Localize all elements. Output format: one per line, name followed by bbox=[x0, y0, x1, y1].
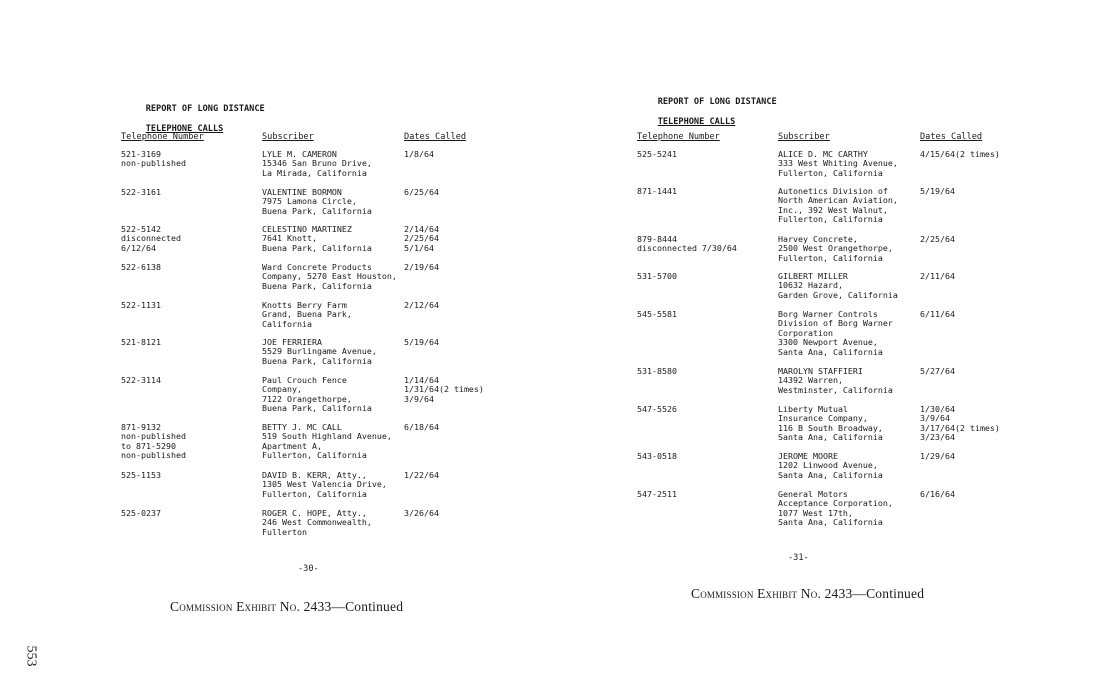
subscriber-line: Santa Ana, California bbox=[778, 432, 883, 443]
dates-called-line: 1/29/64 bbox=[920, 451, 955, 461]
dates-called-cell bbox=[920, 405, 1000, 443]
caption-suffix: 2433—Continued bbox=[821, 586, 925, 601]
subscriber-cell bbox=[262, 150, 372, 178]
telephone-number-cell bbox=[121, 188, 161, 197]
dates-called-line: 1/22/64 bbox=[404, 470, 439, 480]
dates-called-cell bbox=[920, 235, 955, 244]
subscriber-cell bbox=[778, 150, 898, 178]
subscriber-cell bbox=[262, 188, 372, 216]
subscriber-line: California bbox=[262, 318, 312, 329]
subscriber-cell bbox=[262, 509, 372, 537]
caption-prefix: Commission Exhibit No. bbox=[691, 586, 822, 601]
heading-line: REPORT OF LONG DISTANCE bbox=[657, 97, 777, 107]
subscriber-cell bbox=[778, 310, 893, 357]
heading-line: REPORT OF LONG DISTANCE bbox=[145, 104, 265, 114]
subscriber-line: MAROLYN STAFFIERI bbox=[778, 366, 863, 376]
dates-called-cell bbox=[920, 187, 955, 196]
subscriber-line: Grand, Buena Park, bbox=[262, 309, 352, 320]
dates-called-line: 1/31/64(2 times) bbox=[404, 384, 484, 395]
subscriber-cell bbox=[778, 367, 893, 395]
telephone-number-line: 547-2511 bbox=[637, 489, 677, 499]
dates-called-line: 6/25/64 bbox=[404, 187, 439, 197]
telephone-number-cell bbox=[637, 187, 677, 196]
column-header-telephone: Telephone Number bbox=[121, 132, 204, 142]
caption-prefix: Commission Exhibit No. bbox=[170, 599, 301, 614]
dates-called-line: 3/17/64(2 times) bbox=[920, 422, 1000, 433]
telephone-number-cell bbox=[121, 150, 186, 169]
subscriber-line: 15346 San Bruno Drive, bbox=[262, 158, 372, 169]
dates-called-line: 1/30/64 bbox=[920, 404, 955, 414]
telephone-number-line: 547-5526 bbox=[637, 404, 677, 414]
subscriber-line: JOE FERRIERA bbox=[262, 337, 322, 347]
subscriber-line: Fullerton, California bbox=[262, 450, 367, 461]
dates-called-cell bbox=[404, 301, 439, 310]
dates-called-line: 2/19/64 bbox=[404, 262, 439, 272]
subscriber-line: 7122 Orangethorpe, bbox=[262, 393, 352, 404]
subscriber-cell bbox=[262, 301, 352, 329]
telephone-number-line: 531-5700 bbox=[637, 271, 677, 281]
telephone-number-line: disconnected 7/30/64 bbox=[637, 243, 737, 254]
caption-suffix: 2433—Continued bbox=[300, 599, 404, 614]
column-header-subscriber: Subscriber bbox=[778, 132, 830, 142]
telephone-number-line: 525-5241 bbox=[637, 149, 677, 159]
telephone-number-line: 543-0518 bbox=[637, 451, 677, 461]
dates-called-line: 2/25/64 bbox=[404, 233, 439, 244]
subscriber-line: 1077 West 17th, bbox=[778, 507, 853, 518]
subscriber-cell bbox=[262, 225, 372, 253]
subscriber-line: LYLE M. CAMERON bbox=[262, 149, 337, 159]
dates-called-line: 2/11/64 bbox=[920, 271, 955, 281]
telephone-number-line: 522-3114 bbox=[121, 375, 161, 385]
telephone-number-line: disconnected bbox=[121, 233, 181, 244]
subscriber-line: Buena Park, California bbox=[262, 403, 372, 414]
heading-line: TELEPHONE CALLS bbox=[657, 117, 736, 127]
telephone-number-cell bbox=[121, 471, 161, 480]
dates-called-line: 5/19/64 bbox=[920, 186, 955, 196]
telephone-number-cell bbox=[637, 490, 677, 499]
subscriber-line: Inc., 392 West Walnut, bbox=[778, 204, 888, 215]
telephone-number-line: 531-8580 bbox=[637, 366, 677, 376]
dates-called-cell bbox=[404, 376, 484, 404]
telephone-number-line: non-published bbox=[121, 158, 186, 169]
dates-called-cell bbox=[920, 490, 955, 499]
telephone-number-cell bbox=[121, 376, 161, 385]
subscriber-line: Autonetics Division of bbox=[778, 186, 888, 196]
subscriber-line: North American Aviation, bbox=[778, 195, 898, 206]
telephone-number-line: to 871-5290 bbox=[121, 440, 176, 451]
subscriber-cell bbox=[262, 471, 387, 499]
subscriber-cell bbox=[262, 423, 392, 461]
telephone-number-line: 522-5142 bbox=[121, 224, 161, 234]
telephone-number-cell bbox=[121, 423, 186, 461]
subscriber-line: 7975 Lamona Circle, bbox=[262, 196, 357, 207]
telephone-number-cell bbox=[637, 367, 677, 376]
subscriber-line: Company, bbox=[262, 384, 302, 395]
telephone-number-line: 871-1441 bbox=[637, 186, 677, 196]
subscriber-line: 7641 Knott, bbox=[262, 233, 317, 244]
page-number: -31- bbox=[788, 553, 809, 563]
subscriber-line: Fullerton, California bbox=[778, 252, 883, 263]
subscriber-line: Paul Crouch Fence bbox=[262, 375, 347, 385]
right-page bbox=[547, 0, 1094, 691]
subscriber-line: 519 South Highland Avenue, bbox=[262, 431, 392, 442]
column-header-dates: Dates Called bbox=[920, 132, 983, 142]
telephone-number-cell bbox=[637, 272, 677, 281]
subscriber-line: Fullerton, California bbox=[262, 488, 367, 499]
subscriber-line: Buena Park, California bbox=[262, 205, 372, 216]
telephone-number-line: 6/12/64 bbox=[121, 242, 156, 253]
subscriber-cell bbox=[262, 338, 377, 366]
telephone-number-cell bbox=[637, 150, 677, 159]
telephone-number-line: non-published bbox=[121, 450, 186, 461]
subscriber-cell bbox=[778, 235, 893, 263]
telephone-number-line: 521-3169 bbox=[121, 149, 161, 159]
telephone-number-cell bbox=[121, 509, 161, 518]
telephone-number-cell bbox=[121, 338, 161, 347]
subscriber-line: 116 B South Broadway, bbox=[778, 422, 883, 433]
subscriber-line: Harvey Concrete, bbox=[778, 234, 858, 244]
subscriber-line: Garden Grove, California bbox=[778, 289, 898, 300]
dates-called-line: 6/16/64 bbox=[920, 489, 955, 499]
telephone-number-line: 521-8121 bbox=[121, 337, 161, 347]
telephone-number-line: 522-6138 bbox=[121, 262, 161, 272]
dates-called-cell bbox=[920, 367, 955, 376]
telephone-number-line: 525-1153 bbox=[121, 470, 161, 480]
telephone-number-line: 522-1131 bbox=[121, 300, 161, 310]
telephone-number-cell bbox=[121, 225, 181, 253]
column-header-dates: Dates Called bbox=[404, 132, 467, 142]
subscriber-line: VALENTINE BORMON bbox=[262, 187, 342, 197]
dates-called-line: 1/8/64 bbox=[404, 149, 434, 159]
dates-called-line: 6/11/64 bbox=[920, 309, 955, 319]
dates-called-cell bbox=[404, 150, 434, 159]
subscriber-cell bbox=[262, 263, 397, 291]
subscriber-line: Ward Concrete Products bbox=[262, 262, 372, 272]
subscriber-cell bbox=[778, 272, 898, 300]
margin-page-number: 553 bbox=[23, 645, 39, 667]
subscriber-cell bbox=[778, 405, 883, 443]
report-heading bbox=[637, 87, 777, 137]
dates-called-line: 3/26/64 bbox=[404, 508, 439, 518]
subscriber-line: Fullerton bbox=[262, 526, 307, 537]
dates-called-line: 4/15/64(2 times) bbox=[920, 149, 1000, 159]
subscriber-line: DAVID B. KERR, Atty., bbox=[262, 470, 367, 480]
telephone-number-line: 525-0237 bbox=[121, 508, 161, 518]
subscriber-cell bbox=[778, 490, 893, 528]
exhibit-caption bbox=[691, 586, 924, 602]
dates-called-line: 2/12/64 bbox=[404, 300, 439, 310]
subscriber-line: GILBERT MILLER bbox=[778, 271, 848, 281]
subscriber-cell bbox=[262, 376, 372, 414]
dates-called-line: 3/9/64 bbox=[404, 393, 434, 404]
subscriber-line: Fullerton, California bbox=[778, 167, 883, 178]
dates-called-line: 3/23/64 bbox=[920, 432, 955, 443]
telephone-number-cell bbox=[637, 405, 677, 414]
subscriber-line: Acceptance Corporation, bbox=[778, 498, 893, 509]
subscriber-line: ROGER C. HOPE, Atty., bbox=[262, 508, 367, 518]
column-header-telephone: Telephone Number bbox=[637, 132, 720, 142]
dates-called-line: 5/27/64 bbox=[920, 366, 955, 376]
subscriber-line: Buena Park, California bbox=[262, 242, 372, 253]
subscriber-line: Division of Borg Warner bbox=[778, 318, 893, 329]
dates-called-cell bbox=[920, 150, 1000, 159]
subscriber-cell bbox=[778, 187, 898, 225]
subscriber-line: 1305 West Valencia Drive, bbox=[262, 479, 387, 490]
telephone-number-cell bbox=[637, 310, 677, 319]
dates-called-cell bbox=[920, 452, 955, 461]
telephone-number-line: 522-3161 bbox=[121, 187, 161, 197]
dates-called-line: 2/14/64 bbox=[404, 224, 439, 234]
subscriber-line: Fullerton, California bbox=[778, 214, 883, 225]
page-number: -30- bbox=[298, 564, 319, 574]
dates-called-line: 2/25/64 bbox=[920, 234, 955, 244]
subscriber-line: 3300 Newport Avenue, bbox=[778, 337, 878, 348]
dates-called-cell bbox=[404, 263, 439, 272]
subscriber-line: 5529 Burlingame Avenue, bbox=[262, 346, 377, 357]
subscriber-line: 2500 West Orangethorpe, bbox=[778, 243, 893, 254]
subscriber-line: Buena Park, California bbox=[262, 355, 372, 366]
dates-called-cell bbox=[404, 188, 439, 197]
telephone-number-cell bbox=[637, 235, 737, 254]
subscriber-line: Buena Park, California bbox=[262, 280, 372, 291]
dates-called-line: 3/9/64 bbox=[920, 413, 950, 424]
dates-called-cell bbox=[404, 509, 439, 518]
subscriber-line: 14392 Warren, bbox=[778, 375, 843, 386]
subscriber-line: 333 West Whiting Avenue, bbox=[778, 158, 898, 169]
subscriber-line: Borg Warner Controls bbox=[778, 309, 878, 319]
subscriber-line: Santa Ana, California bbox=[778, 517, 883, 528]
subscriber-line: Knotts Berry Farm bbox=[262, 300, 347, 310]
subscriber-line: Liberty Mutual bbox=[778, 404, 848, 414]
telephone-number-cell bbox=[121, 301, 161, 310]
subscriber-line: ALICE D. MC CARTHY bbox=[778, 149, 868, 159]
subscriber-line: Apartment A, bbox=[262, 440, 322, 451]
subscriber-line: Santa Ana, California bbox=[778, 346, 883, 357]
telephone-number-line: 879-8444 bbox=[637, 234, 677, 244]
subscriber-line: Westminster, California bbox=[778, 384, 893, 395]
telephone-number-cell bbox=[637, 452, 677, 461]
dates-called-cell bbox=[920, 310, 955, 319]
subscriber-line: CELESTINO MARTINEZ bbox=[262, 224, 352, 234]
exhibit-caption bbox=[170, 599, 403, 615]
telephone-number-cell bbox=[121, 263, 161, 272]
telephone-number-line: non-published bbox=[121, 431, 186, 442]
subscriber-line: 246 West Commonwealth, bbox=[262, 517, 372, 528]
subscriber-line: 10632 Hazard, bbox=[778, 280, 843, 291]
dates-called-cell bbox=[920, 272, 955, 281]
column-header-subscriber: Subscriber bbox=[262, 132, 314, 142]
dates-called-cell bbox=[404, 471, 439, 480]
telephone-number-line: 545-5581 bbox=[637, 309, 677, 319]
dates-called-line: 5/1/64 bbox=[404, 242, 434, 253]
subscriber-line: Santa Ana, California bbox=[778, 469, 883, 480]
subscriber-line: Company, 5270 East Houston, bbox=[262, 271, 397, 282]
dates-called-line: 5/19/64 bbox=[404, 337, 439, 347]
dates-called-cell bbox=[404, 423, 439, 432]
subscriber-line: La Mirada, California bbox=[262, 167, 367, 178]
subscriber-line: Insurance Company, bbox=[778, 413, 868, 424]
telephone-number-line: 871-9132 bbox=[121, 422, 161, 432]
subscriber-line: Corporation bbox=[778, 327, 833, 338]
subscriber-line: JEROME MOORE bbox=[778, 451, 838, 461]
subscriber-line: General Motors bbox=[778, 489, 848, 499]
dates-called-line: 1/14/64 bbox=[404, 375, 439, 385]
subscriber-cell bbox=[778, 452, 883, 480]
subscriber-line: BETTY J. MC CALL bbox=[262, 422, 342, 432]
dates-called-cell bbox=[404, 225, 439, 253]
subscriber-line: 1202 Linwood Avenue, bbox=[778, 460, 878, 471]
dates-called-cell bbox=[404, 338, 439, 347]
heading-line: TELEPHONE CALLS bbox=[145, 124, 224, 134]
dates-called-line: 6/18/64 bbox=[404, 422, 439, 432]
